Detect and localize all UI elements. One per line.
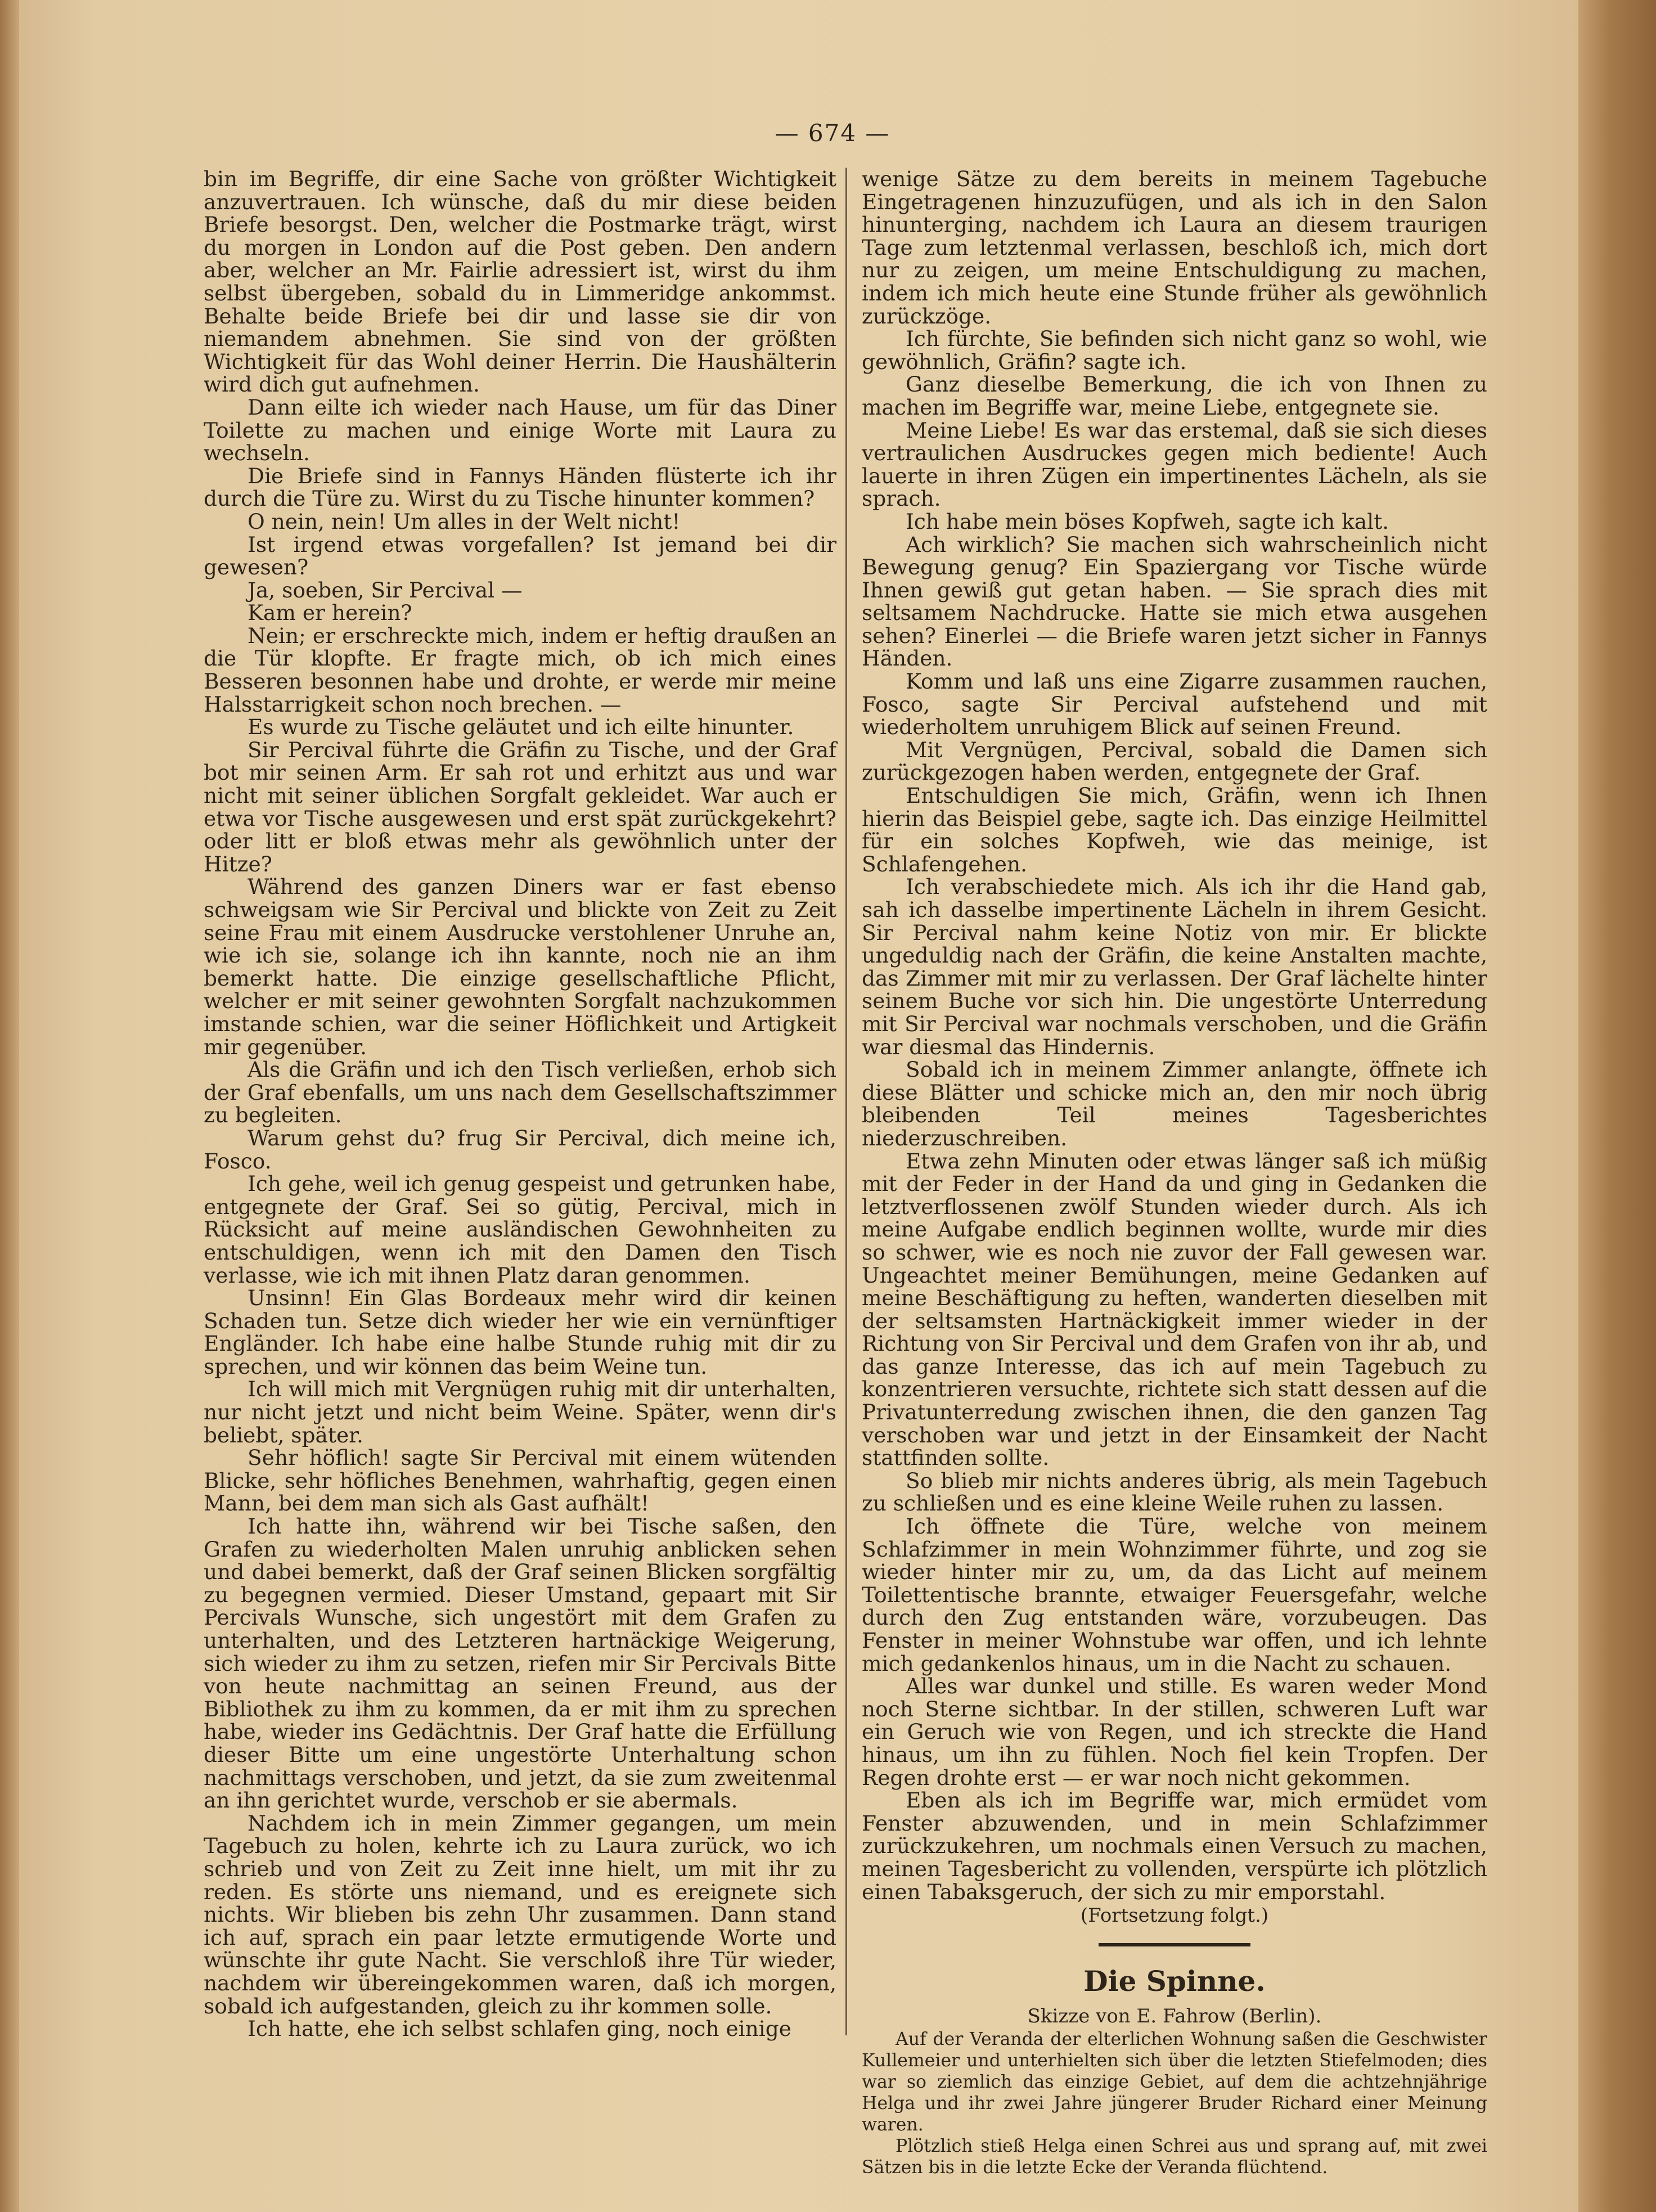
paragraph: Mit Vergnügen, Percival, sobald die Damen sich zurückgezogen haben werden, entgegnete der Graf. [862, 737, 1487, 785]
paragraph: Ich öffnete die Türe, welche von meinem Schlafzimmer in mein Wohnzimmer führte, und zog sie wieder hinter mir zu, um, da das Licht auf meinem Toilettentische brannte, etwaiger Feuersgefahr, welche durch den Zug entstanden wäre, vorzubeugen. Das Fenster in meiner Wohnstube war offen, und ich lehnte mich gedankenlos hinaus, um in die Nacht zu schauen. [862, 1514, 1487, 1676]
paragraph: O nein, nein! Um alles in der Welt nicht! [248, 509, 681, 534]
paragraph: Auf der Veranda der elterlichen Wohnung saßen die Geschwister Kullemeier und unterhielten sich über die letzten Stiefelmoden; dies war so ziemlich das einzige Gebiet, auf dem die achtzehnjährige Helga und ihr zwei Jahre jüngerer Bruder Richard einer Meinung waren. [862, 2029, 1487, 2135]
paragraph: Ganz dieselbe Bemerkung, die ich von Ihnen zu machen im Begriffe war, meine Liebe, entgegnete sie. [862, 372, 1487, 420]
page-number: — 674 — [775, 119, 890, 147]
paragraph: Warum gehst du? frug Sir Percival, dich meine ich, Fosco. [204, 1125, 836, 1174]
paragraph: Alles war dunkel und stille. Es waren weder Mond noch Sterne sichtbar. In der stillen, schweren Luft war ein Geruch wie von Regen, und ich streckte die Hand hinaus, um ihn zu fühlen. Noch fiel kein Tropfen. Der Regen drohte erst — er war noch nicht gekommen. [862, 1674, 1487, 1790]
paragraph: Sir Percival führte die Gräfin zu Tische, und der Graf bot mir seinen Arm. Er sah rot und erhitzt aus und war nicht mit seiner üblichen Sorgfalt gekleidet. War auch er etwa vor Tische ausgewesen und erst spät zurückgekehrt? oder litt er bloß etwas mehr als gewöhnlich unter der Hitze? [204, 737, 836, 876]
paragraph: Sobald ich in meinem Zimmer anlangte, öffnete ich diese Blätter und schicke mich an, den mir noch übrig bleibenden Teil meines Tagesberichtes niederzuschreiben. [862, 1057, 1487, 1150]
paragraph: Meine Liebe! Es war das erstemal, daß sie sich dieses vertraulichen Ausdruckes gegen mich bediente! Auch lauerte in ihren Zügen ein impertinentes Lächeln, als sie sprach. [862, 417, 1487, 511]
paragraph: Ich gehe, weil ich genug gespeist und getrunken habe, entgegnete der Graf. Sei so gütig, Percival, mich in Rücksicht auf meine ausländischen Gewohnheiten zu entschuldigen, wenn ich mit den Damen den Tisch verlasse, wie ich mit ihnen Platz daran genommen. [204, 1171, 836, 1288]
paragraph: Etwa zehn Minuten oder etwas länger saß ich müßig mit der Feder in der Hand da und ging in Gedanken die letztverflossenen zwölf Stunden wieder durch. Als ich meine Aufgabe endlich beginnen wollte, wurde mir dies so schwer, wie es noch nie zuvor der Fall gewesen war. Ungeachtet meiner Bemühungen, meine Gedanken auf meine Beschäftigung zu heften, wanderten dieselben mit der seltsamsten Hartnäckigkeit immer wieder in der Richtung von Sir Percival und dem Grafen von ihr ab, und das ganze Interesse, das ich auf mein Tagebuch zu konzentrieren versuchte, richtete sich statt dessen auf die Privatunterredung zwischen ihnen, die den ganzen Tag verschoben war und jetzt in der Einsamkeit der Nacht stattfinden sollte. [862, 1148, 1487, 1471]
paragraph: Sehr höflich! sagte Sir Percival mit einem wütenden Blicke, sehr höfliches Benehmen, wahrhaftig, gegen einen Mann, bei dem man sich als Gast aufhält! [204, 1445, 836, 1516]
paragraph: bin im Begriffe, dir eine Sache von größter Wichtigkeit anzuvertrauen. Ich wünsche, daß du mir diese beiden Briefe besorgst. Den, welcher die Postmarke trägt, wirst du morgen in London auf die Post geben. Den andern aber, welcher an Mr. Fairlie adressiert ist, wirst du ihm selbst übergeben, sobald du in Limmeridge ankommst. Behalte beide Briefe bei dir und lasse sie dir von niemandem abnehmen. Sie sind von der größten Wichtigkeit für das Wohl deiner Herrin. Die Haushälterin wird dich gut aufnehmen. [204, 167, 836, 397]
story-byline: Skizze von E. Fahrow (Berlin). [1027, 2004, 1322, 2027]
paragraph: Ich hatte ihn, während wir bei Tische saßen, den Grafen zu wiederholten Malen unruhig anblicken sehen und dabei bemerkt, daß der Graf seinen Blicken sorgfältig zu begegnen vermied. Dieser Umstand, gepaart mit Sir Percivals Wunsche, sich ungestört mit dem Grafen zu unterhalten, und des Letzteren hartnäckige Weigerung, sich wieder zu ihm zu setzen, riefen mir Sir Percivals Bitte von heute nachmittag an seinen Freund, aus der Bibliothek zu ihm zu kommen, da er mit ihm zu sprechen habe, wieder ins Gedächtnis. Der Graf hatte die Erfüllung dieser Bitte um eine ungestörte Unterhaltung schon nachmittags verschoben, und jetzt, da sie zum zweitenmal an ihn gerichtet wurde, verschob er sie abermals. [204, 1514, 836, 1813]
paragraph: Kam er herein? [248, 600, 412, 626]
paragraph: So blieb mir nichts anderes übrig, als mein Tagebuch zu schließen und es eine kleine Weile ruhen zu lassen. [862, 1468, 1487, 1516]
right-column [862, 168, 1487, 2178]
paragraph: Nachdem ich in mein Zimmer gegangen, um mein Tagebuch zu holen, kehrte ich zu Laura zurück, wo ich schrieb und von Zeit zu Zeit inne hielt, um mit ihr zu reden. Es störte uns niemand, und es ereignete sich nichts. Wir blieben bis zehn Uhr zusammen. Dann stand ich auf, sprach ein paar letzte ermutigende Worte und wünschte ihr gute Nacht. Sie verschloß ihre Tür wieder, nachdem wir übereingekommen waren, daß ich morgen, sobald ich aufgestanden, gleich zu ihr kommen solle. [204, 1810, 836, 2018]
paragraph: Ach wirklich? Sie machen sich wahrscheinlich nicht Bewegung genug? Ein Spaziergang vor Tische würde Ihnen gewiß gut getan haben. — Sie sprach dies mit seltsamem Nachdrucke. Hatte sie mich etwa ausgehen sehen? Einerlei — die Briefe waren jetzt sicher in Fannys Händen. [862, 532, 1487, 671]
continuation-note: (Fortsetzung folgt.) [1080, 1904, 1269, 1927]
paragraph: Nein; er erschreckte mich, indem er heftig draußen an die Tür klopfte. Er fragte mich, ob ich mich eines Besseren besonnen habe und drohte, er werde mir meine Halsstarrigkeit schon noch brechen. — [204, 623, 836, 717]
story-title: Die Spinne. [1083, 1964, 1266, 1998]
paragraph: Ich fürchte, Sie befinden sich nicht ganz so wohl, wie gewöhnlich, Gräfin? sagte ich. [862, 326, 1487, 374]
paragraph: Ist irgend etwas vorgefallen? Ist jemand bei dir gewesen? [204, 532, 836, 580]
paragraph: Ich will mich mit Vergnügen ruhig mit dir unterhalten, nur nicht jetzt und nicht beim Weine. Später, wenn dir's beliebt, später. [204, 1377, 836, 1447]
paragraph: Als die Gräfin und ich den Tisch verließen, erhob sich der Graf ebenfalls, um uns nach dem Gesellschaftszimmer zu begleiten. [204, 1057, 836, 1128]
paragraph: Ja, soeben, Sir Percival — [248, 577, 523, 603]
paragraph: Während des ganzen Diners war er fast ebenso schweigsam wie Sir Percival und blickte von Zeit zu Zeit seine Frau mit einem Ausdrucke verstohlener Unruhe an, wie ich sie, solange ich ihn kannte, noch nie an ihm bemerkt hatte. Die einzige gesellschaftliche Pflicht, welcher er mit seiner gewohnten Sorgfalt nachzukommen imstande schien, war die seiner Höflichkeit und Artigkeit mir gegenüber. [204, 874, 836, 1059]
paragraph: Eben als ich im Begriffe war, mich ermüdet vom Fenster abzuwenden, und in mein Schlafzimmer zurückzukehren, um nochmals einen Versuch zu machen, meinen Tagesbericht zu vollenden, verspürte ich plötzlich einen Tabaksgeruch, der sich zu mir emporstahl. [862, 1788, 1487, 1904]
paragraph: Komm und laß uns eine Zigarre zusammen rauchen, Fosco, sagte Sir Percival aufstehend und mit wiederholtem unruhigem Blick auf seinen Freund. [862, 669, 1487, 740]
paragraph: Es wurde zu Tische geläutet und ich eilte hinunter. [248, 714, 794, 740]
paragraph: Ich verabschiedete mich. Als ich ihr die Hand gab, sah ich dasselbe impertinente Lächeln in ihrem Gesicht. Sir Percival nahm keine Notiz von mir. Er blickte ungeduldig nach der Gräfin, die keine Anstalten machte, das Zimmer mit mir zu verlassen. Der Graf lächelte hinter seinem Buche vor sich hin. Die ungestörte Unterredung mit Sir Percival war nochmals verschoben, und die Gräfin war diesmal das Hindernis. [862, 874, 1487, 1059]
paragraph: Dann eilte ich wieder nach Hause, um für das Diner Toilette zu machen und einige Worte mit Laura zu wechseln. [204, 394, 836, 466]
book-spine-shadow [0, 0, 19, 2212]
paragraph: Plötzlich stieß Helga einen Schrei aus und sprang auf, mit zwei Sätzen bis in die letzte Ecke der Veranda flüchtend. [862, 2136, 1487, 2178]
page-edge [1578, 0, 1656, 2212]
section-divider [1099, 1943, 1250, 1946]
paragraph: Die Briefe sind in Fannys Händen flüsterte ich ihr durch die Türe zu. Wirst du zu Tische hinunter kommen? [204, 463, 836, 511]
story-text [862, 2029, 1487, 2178]
paragraph: Unsinn! Ein Glas Bordeaux mehr wird dir keinen Schaden tun. Setze dich wieder her wie ein vernünftiger Engländer. Ich habe eine halbe Stunde ruhig mit dir zu sprechen, und wir können das beim Weine tun. [204, 1285, 836, 1379]
column-divider [845, 168, 847, 2035]
paragraph: Ich habe mein böses Kopfweh, sagte ich kalt. [906, 509, 1389, 534]
right-column-text [862, 168, 1487, 1903]
paragraph: wenige Sätze zu dem bereits in meinem Tagebuche Eingetragenen hinzuzufügen, und als ich in den Salon hinunterging, nachdem ich Laura an diesem traurigen Tage zum letztenmal verlassen, beschloß ich, mich dort nur zu zeigen, um meine Entschuldigung zu machen, indem ich mich heute eine Stunde früher als gewöhnlich zurückzöge. [862, 167, 1487, 329]
paragraph: Entschuldigen Sie mich, Gräfin, wenn ich Ihnen hierin das Beispiel gebe, sagte ich. Das einzige Heilmittel für ein solches Kopfweh, wie das meinige, ist Schlafengehen. [862, 783, 1487, 876]
paragraph: Ich hatte, ehe ich selbst schlafen ging, noch einige [248, 2016, 791, 2042]
left-column [204, 168, 836, 2040]
